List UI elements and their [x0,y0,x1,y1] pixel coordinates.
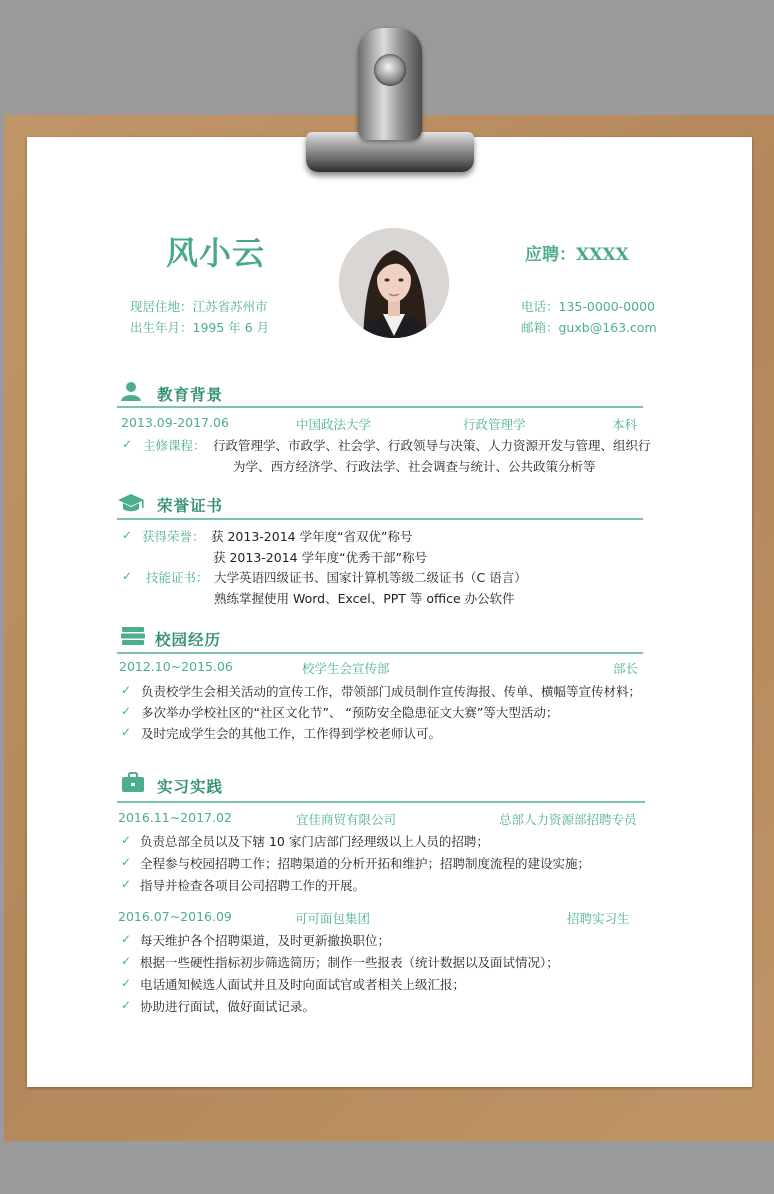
job-item: 每天维护各个招聘渠道，及时更新撤换职位； [140,933,391,948]
courses-line-2: 为学、西方经济学、行政法学、社会调查与统计、公共政策分析等 [233,459,596,474]
awards-label: 获得荣誉： [142,529,205,544]
divider [117,518,643,520]
courses-label: 主修课程： [143,438,206,453]
applied-position: 应聘：XXXX [525,245,629,265]
edu-major: 行政管理学 [463,417,526,432]
section-title-campus: 校园经历 [155,630,222,649]
skills-label: 技能证书： [146,570,209,585]
job-item: 根据一些硬性指标初步筛选简历；制作一些报表（统计数据以及面试情况）； [140,955,559,970]
job-period: 2016.11~2017.02 [118,810,232,825]
edu-period: 2013.09-2017.06 [121,415,229,430]
check-icon: ✓ [122,528,133,542]
divider [117,801,645,803]
campus-item: 负责校学生会相关活动的宣传工作，带领部门成员制作宣传海报、传单、横幅等宣传材料； [141,684,642,699]
edu-school: 中国政法大学 [296,417,372,432]
check-icon: ✓ [121,954,132,968]
job-item: 协助进行面试，做好面试记录。 [140,999,316,1014]
candidate-name: 风小云 [166,234,266,272]
award-item: 获 2013-2014 学年度“优秀干部”称号 [213,550,428,565]
job-item: 电话通知候选人面试并且及时向面试官或者相关上级汇报； [140,977,466,992]
section-title-honors: 荣誉证书 [157,496,224,515]
check-icon: ✓ [121,855,132,869]
section-title-internship: 实习实践 [157,777,224,796]
check-icon: ✓ [121,683,132,697]
edu-degree: 本科 [612,417,638,432]
section-title-education: 教育背景 [157,385,224,404]
skill-item: 大学英语四级证书、国家计算机等级二级证书（C 语言） [214,570,527,585]
residence: 现居住地：江苏省苏州市 [130,299,268,314]
skill-item: 熟练掌握使用 Word、Excel、PPT 等 office 办公软件 [214,591,515,606]
job-role: 总部人力资源部招聘专员 [499,812,637,827]
check-icon: ✓ [121,704,132,718]
check-icon: ✓ [121,932,132,946]
campus-item: 及时完成学生会的其他工作，工作得到学校老师认可。 [141,726,442,741]
check-icon: ✓ [121,725,132,739]
campus-org: 校学生会宣传部 [302,661,390,676]
person-icon [120,381,142,401]
job-item: 指导并检查各项目公司招聘工作的开展。 [140,878,366,893]
campus-period: 2012.10~2015.06 [119,659,233,674]
divider [117,652,643,654]
job-item: 全程参与校园招聘工作；招聘渠道的分析开拓和维护；招聘制度流程的建设实施； [140,856,591,871]
job-period: 2016.07~2016.09 [118,909,232,924]
books-icon [121,626,145,646]
check-icon: ✓ [121,998,132,1012]
job-item: 负责总部全员以及下辖 10 家门店部门经理级以上人员的招聘； [140,834,489,849]
graduation-cap-icon [116,492,146,512]
email: 邮箱：guxb@163.com [521,320,657,335]
campus-role: 部长 [613,661,639,676]
campus-item: 多次举办学校社区的“社区文化节”、 “预防安全隐患征文大赛”等大型活动； [141,705,559,720]
check-icon: ✓ [121,976,132,990]
avatar [339,228,449,338]
award-item: 获 2013-2014 学年度“省双优”称号 [211,529,413,544]
birth-date: 出生年月：1995 年 6 月 [130,320,270,335]
job-role: 招聘实习生 [567,911,630,926]
courses-line-1: 行政管理学、市政学、社会学、行政领导与决策、人力资源开发与管理、组织行 [213,438,651,453]
job-company: 宜佳商贸有限公司 [296,812,397,827]
check-icon: ✓ [122,437,133,451]
phone: 电话：135-0000-0000 [521,299,656,314]
clip-hole [374,54,406,86]
divider [117,406,643,408]
check-icon: ✓ [121,833,132,847]
briefcase-icon [121,772,145,793]
check-icon: ✓ [122,569,133,583]
job-company: 可可面包集团 [295,911,371,926]
check-icon: ✓ [121,877,132,891]
